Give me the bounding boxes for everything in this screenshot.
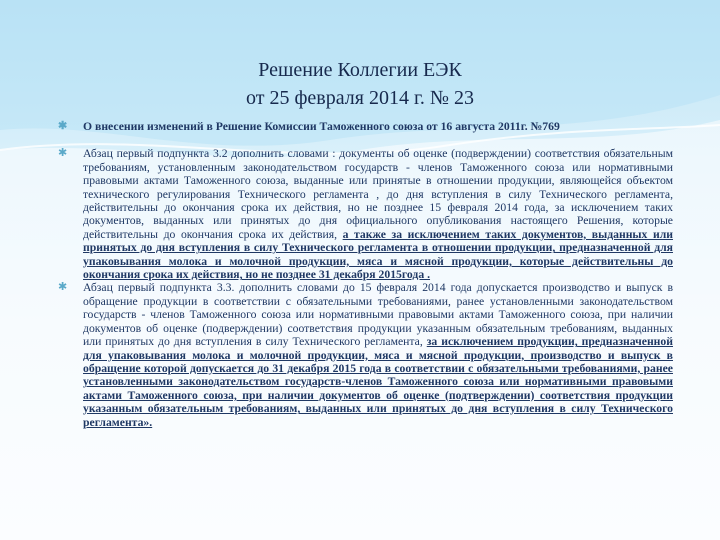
title-line-2: от 25 февраля 2014 г. № 23	[245, 87, 475, 109]
list-item-paragraph-3-3	[58, 281, 673, 428]
title-line-1: Решение Коллегии ЕЭК	[258, 59, 462, 81]
item-emphasis: а также за исключением таких документов, выданных или принятых до дня вступления в силу Технического регламента в отношении продукции, предназначенной для упаковывания молока и молочной продукции, мяса и мясной продукции, которые действительны до окончания срока их действия, но не позднее 31 декабря 2015года .	[83, 227, 673, 282]
item-text: Абзац первый подпункта 3.2 дополнить словами : документы об оценке (подверждении) соответствия обязательным требованиям, установленным законодательством государств - членов Таможенного союза или нормативными правовыми актами Таможенного союза, выданные или принятые в отношении продукции, являющейся объектом технического регулирования Технического регламента , до дня вступления в силу Технического регламента, действительны до окончания срока их действия, но не позднее 15 февраля 2014 года, за исключением таких документов, выданных или принятых до дня официального опубликования настоящего Решения, которые действительны до окончания срока их действия,	[83, 147, 673, 241]
bullet-icon: ✱	[58, 281, 68, 294]
item-text: Абзац первый подпункта 3.3. дополнить словами до 15 февраля 2014 года допускается производство и выпуск в обращение продукции в соответствии с обязательными требованиями, ранее установленными законодательством государств - членов Таможенного союза или нормативными правовыми актами Таможенного союза, при наличии документов об оценке (подверждении) соответствия продукции указанным обязательным требованиям, выданных или принятых до дня вступления в силу Технического регламента,	[83, 281, 673, 349]
slide-title	[0, 56, 720, 112]
bullet-icon: ✱	[58, 120, 68, 132]
list-item-heading	[58, 120, 673, 133]
list-item-paragraph-3-2	[58, 147, 673, 281]
bullet-icon: ✱	[58, 147, 68, 160]
item-text: О внесении изменений в Решение Комиссии Таможенного союза от 16 августа 2011г. №769	[83, 120, 560, 133]
item-emphasis: за исключением продукции, предназначенной для упаковывания молока и молочной продукции, мяса и мясной продукции, производство и выпуск в обращение которой допускается до 31 декабря 2015 года в соответствии с обязательными требованиями, ранее установленными законодательством государств-членов Таможенного союза или нормативными правовыми актами Таможенного союза, при наличии документов об оценке (подтверждении) соответствия продукции указанным обязательным требованиям, выданных или принятых до дня вступления в силу Технического регламента».	[83, 335, 673, 429]
slide-content	[58, 120, 673, 429]
